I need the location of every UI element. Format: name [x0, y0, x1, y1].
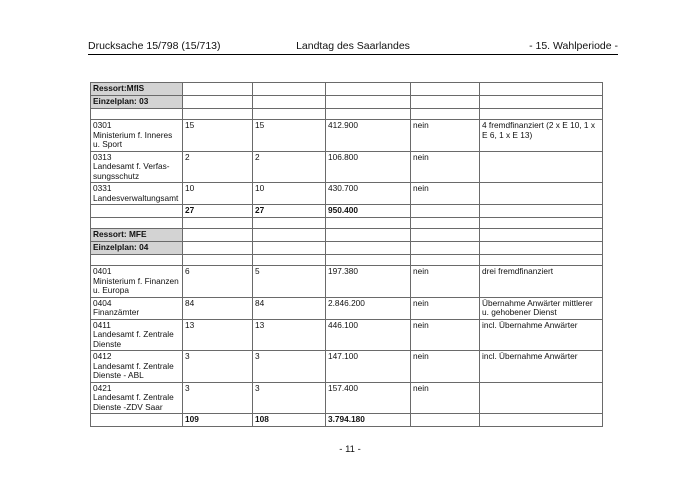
chapter-text: 0331 — [93, 183, 112, 193]
note-cell — [480, 183, 603, 205]
ressort-label: Ressort: MFE — [91, 229, 183, 242]
table-row — [91, 319, 603, 351]
empty-cell — [253, 218, 326, 229]
einzelplan-row — [91, 242, 603, 255]
table-row — [91, 351, 603, 383]
note-cell — [480, 382, 603, 414]
chapter-text: 0412 — [93, 351, 112, 361]
note-text: E 6, 1 x E 13) — [482, 129, 533, 140]
table-row — [91, 151, 603, 183]
value-col2: 84 — [183, 297, 253, 319]
table-row — [91, 266, 603, 298]
empty-cell — [326, 96, 411, 109]
chapter-cell — [91, 266, 183, 298]
empty-cell — [253, 242, 326, 255]
empty-cell — [326, 83, 411, 96]
empty-cell — [480, 205, 603, 218]
total-col2: 109 — [183, 414, 253, 427]
empty-cell — [183, 109, 253, 120]
empty-cell — [91, 109, 183, 120]
einzelplan-row — [91, 96, 603, 109]
note-cell — [480, 319, 603, 351]
amount-cell: 106.800 — [326, 151, 411, 183]
amount-cell: 430.700 — [326, 183, 411, 205]
empty-cell — [480, 255, 603, 266]
table-row — [91, 183, 603, 205]
value-col2: 10 — [183, 183, 253, 205]
value-col2: 3 — [183, 351, 253, 383]
value-col3: 13 — [253, 319, 326, 351]
total-amount: 950.400 — [326, 205, 411, 218]
value-col3: 15 — [253, 120, 326, 152]
einzelplan-label: Einzelplan: 04 — [91, 242, 183, 255]
empty-cell — [253, 109, 326, 120]
chapter-text: Landesamt f. Zentrale — [93, 329, 174, 339]
chapter-text: u. Sport — [93, 139, 123, 149]
table-row — [91, 120, 603, 152]
empty-cell — [480, 83, 603, 96]
chapter-text: sungsschutz — [93, 170, 140, 181]
status-cell: nein — [411, 382, 480, 414]
value-col3: 3 — [253, 382, 326, 414]
legislative-period: - 15. Wahlperiode - — [529, 40, 618, 52]
note-cell — [480, 266, 603, 298]
total-row — [91, 205, 603, 218]
note-cell — [480, 297, 603, 319]
empty-cell — [411, 96, 480, 109]
total-col2: 27 — [183, 205, 253, 218]
empty-cell — [480, 242, 603, 255]
empty-cell — [253, 83, 326, 96]
note-cell — [480, 351, 603, 383]
empty-cell — [183, 242, 253, 255]
spacer-row — [91, 255, 603, 266]
ressort-row — [91, 229, 603, 242]
chapter-text: u. Europa — [93, 285, 129, 295]
empty-cell — [326, 109, 411, 120]
empty-cell — [411, 414, 480, 427]
value-col2: 3 — [183, 382, 253, 414]
empty-cell — [91, 414, 183, 427]
table-row — [91, 297, 603, 319]
parliament-name: Landtag des Saarlandes — [296, 40, 410, 52]
total-amount: 3.794.180 — [326, 414, 411, 427]
ressort-label: Ressort:MfIS — [91, 83, 183, 96]
note-text: 4 fremdfinanziert (2 x E 10, 1 x — [482, 120, 595, 130]
note-cell — [480, 120, 603, 152]
status-cell: nein — [411, 319, 480, 351]
table-row — [91, 382, 603, 414]
amount-cell: 412.900 — [326, 120, 411, 152]
empty-cell — [326, 229, 411, 242]
value-col3: 2 — [253, 151, 326, 183]
status-cell: nein — [411, 183, 480, 205]
total-col3: 108 — [253, 414, 326, 427]
amount-cell: 197.380 — [326, 266, 411, 298]
status-cell: nein — [411, 266, 480, 298]
total-col3: 27 — [253, 205, 326, 218]
empty-cell — [480, 96, 603, 109]
empty-cell — [411, 83, 480, 96]
empty-cell — [411, 109, 480, 120]
empty-cell — [91, 205, 183, 218]
empty-cell — [411, 242, 480, 255]
empty-cell — [253, 255, 326, 266]
chapter-text: 0404 — [93, 297, 112, 308]
spacer-row — [91, 218, 603, 229]
value-col2: 13 — [183, 319, 253, 351]
chapter-cell — [91, 297, 183, 319]
amount-cell: 157.400 — [326, 382, 411, 414]
chapter-text: Finanzämter — [93, 307, 140, 317]
empty-cell — [480, 229, 603, 242]
chapter-cell — [91, 382, 183, 414]
spacer-row — [91, 109, 603, 120]
note-cell — [480, 151, 603, 183]
note-text: incl. Übernahme Anwärter — [482, 319, 578, 330]
empty-cell — [326, 242, 411, 255]
chapter-text: 0401 — [93, 266, 112, 276]
empty-cell — [91, 218, 183, 229]
chapter-cell — [91, 319, 183, 351]
empty-cell — [183, 218, 253, 229]
chapter-text: Ministerium f. Inneres — [93, 129, 173, 140]
chapter-cell — [91, 351, 183, 383]
value-col3: 3 — [253, 351, 326, 383]
note-text: Übernahme Anwärter mittlerer — [482, 297, 593, 308]
total-row — [91, 414, 603, 427]
empty-cell — [253, 229, 326, 242]
empty-cell — [183, 255, 253, 266]
status-cell: nein — [411, 120, 480, 152]
chapter-text: 0411 — [93, 319, 111, 330]
empty-cell — [480, 218, 603, 229]
empty-cell — [411, 255, 480, 266]
chapter-cell — [91, 183, 183, 205]
chapter-text: 0421 — [93, 382, 112, 393]
status-cell: nein — [411, 351, 480, 383]
empty-cell — [411, 205, 480, 218]
empty-cell — [411, 218, 480, 229]
value-col3: 5 — [253, 266, 326, 298]
chapter-cell — [91, 120, 183, 152]
value-col2: 15 — [183, 120, 253, 152]
ressort-row — [91, 83, 603, 96]
empty-cell — [91, 255, 183, 266]
document-reference: Drucksache 15/798 (15/713) — [88, 40, 221, 52]
amount-cell: 2.846.200 — [326, 297, 411, 319]
note-text: u. gehobener Dienst — [482, 307, 557, 317]
status-cell: nein — [411, 151, 480, 183]
chapter-text: Dienste — [93, 338, 122, 349]
chapter-text: Landesamt f. Zentrale — [93, 360, 174, 371]
chapter-text: Landesamt f. Verfas- — [93, 161, 170, 171]
value-col2: 6 — [183, 266, 253, 298]
empty-cell — [183, 83, 253, 96]
value-col3: 10 — [253, 183, 326, 205]
amount-cell: 446.100 — [326, 319, 411, 351]
empty-cell — [480, 109, 603, 120]
chapter-text: Dienste -ZDV Saar — [93, 401, 163, 412]
value-col2: 2 — [183, 151, 253, 183]
empty-cell — [183, 96, 253, 109]
empty-cell — [480, 414, 603, 427]
chapter-text: Landesamt f. Zentrale — [93, 392, 174, 402]
note-text: incl. Übernahme Anwärter — [482, 351, 578, 361]
page-header — [88, 40, 618, 55]
status-cell: nein — [411, 297, 480, 319]
note-text: drei fremdfinanziert — [482, 266, 554, 276]
empty-cell — [326, 218, 411, 229]
empty-cell — [253, 96, 326, 109]
amount-cell: 147.100 — [326, 351, 411, 383]
chapter-text: Ministerium f. Finanzen — [93, 275, 179, 286]
budget-table — [90, 82, 603, 427]
einzelplan-label: Einzelplan: 03 — [91, 96, 183, 109]
chapter-cell — [91, 151, 183, 183]
chapter-text: Landesverwaltungsamt — [93, 192, 179, 203]
empty-cell — [183, 229, 253, 242]
chapter-text: Dienste - ABL — [93, 370, 144, 380]
value-col3: 84 — [253, 297, 326, 319]
empty-cell — [411, 229, 480, 242]
page-number: - 11 - — [339, 444, 361, 455]
chapter-text: 0313 — [93, 151, 112, 162]
chapter-text: 0301 — [93, 120, 112, 130]
empty-cell — [326, 255, 411, 266]
